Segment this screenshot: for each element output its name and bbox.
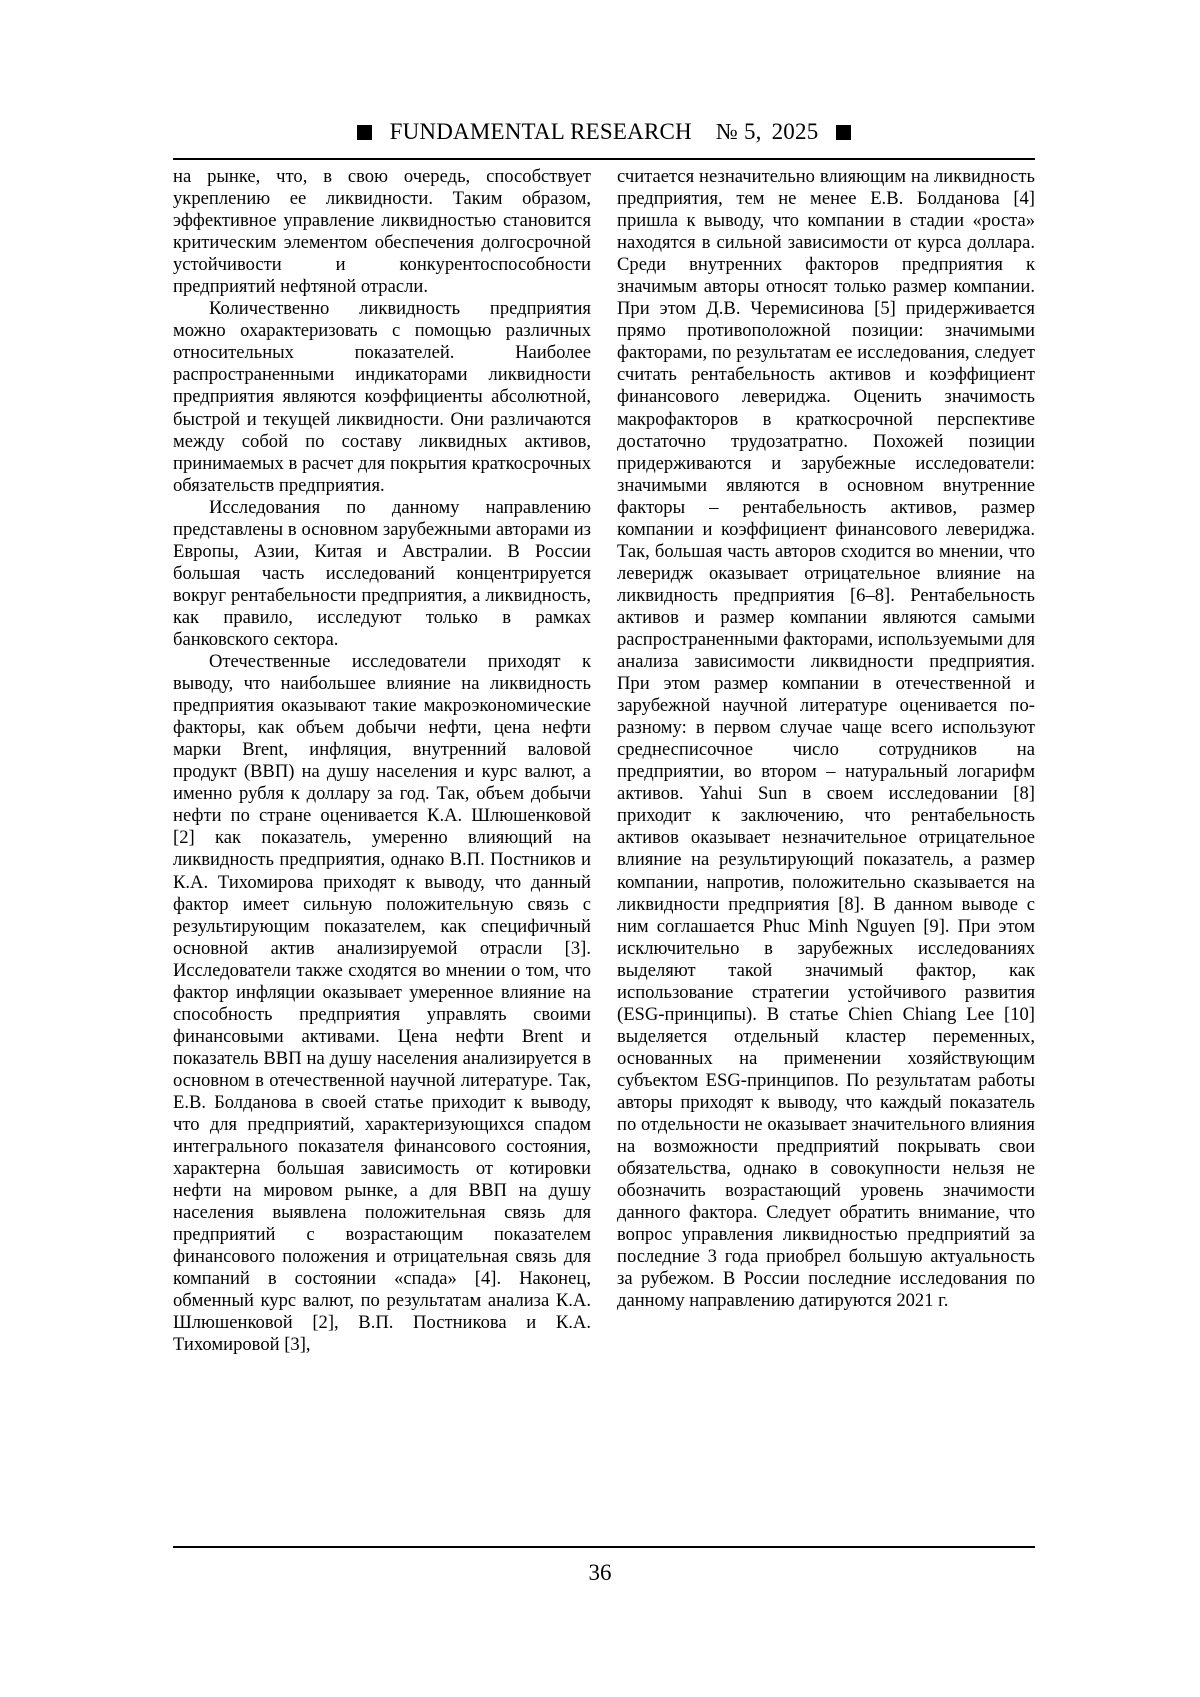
paragraph: считается незначительно влияющим на ликвидность предприятия, тем не менее Е.В. Болданова [4] пришла к выводу, что компании в стадии «роста» находятся в сильной зависимости от курса доллара. Среди внутренних факторов предприятия к значимым авторы относят только размер компании. При этом Д.В. Черемисинова [5] придерживается прямо противоположной позиции: значимыми факторами, по результатам ее исследования, следует считать рентабельность активов и коэффициент финансового левериджа. Оценить значимость макрофакторов в краткосрочной перспективе достаточно трудозатратно. Похожей позиции придерживаются и зарубежные исследователи: значимыми являются в основном внутренние факторы – рентабельность активов, размер компании и коэффициент финансового левериджа. Так, большая часть авторов сходится во мнении, что леверидж оказывает отрицательное влияние на ликвидность предприятия [6–8]. Рентабельность активов и размер компании являются самыми распространенными факторами, используемыми для анализа зависимости ликвидности предприятия. При этом размер компании в отечественной и зарубежной научной литературе оценивается по-разному: в первом случае чаще всего используют среднесписочное число сотрудников на предприятии, во втором – натуральный логарифм активов. Yahui Sun в своем исследовании [8] приходит к заключению, что рентабельность активов оказывает незначительное отрицательное влияние на результирующий показатель, а размер компании, напротив, положительно сказывается на ликвидности предприятия [8]. В данном выводе с ним соглашается Phuc Minh Nguyen [9]. При этом исключительно в зарубежных исследованиях выделяют такой значимый фактор, как использование стратегии устойчивого развития (ESG-принципы). В статье Chien Chiang Lee [10] выделяется отдельный кластер переменных, основанных на применении хозяйствующим субъектом ESG-принципов. По результатам работы авторы приходят к выводу, что каждый показатель по отдельности не оказывает значительного влияния на возможности предприятий покрывать свои обязательства, однако в совокупности нельзя не обозначить возрастающий уровень значимости данного фактора. Следует обратить внимание, что вопрос управления ликвидностью предприятий за последние 3 года приобрел большую актуальность за рубежом. В России последние исследования по данному направлению датируются 2021 г. [617, 166, 1035, 1312]
paragraph: Количественно ликвидность предприятия можно охарактеризовать с помощью различных относительных показателей. Наиболее распространенными индикаторами ликвидности предприятия являются коэффициенты абсолютной, быстрой и текущей ликвидности. Они различаются между собой по составу ликвидных активов, принимаемых в расчет для покрытия краткосрочных обязательств предприятия. [173, 298, 591, 496]
issue-number: № 5, [715, 119, 762, 144]
footer-rule [173, 1546, 1035, 1548]
issue-year: 2025 [771, 119, 819, 144]
running-header [173, 108, 1035, 156]
journal-title: FUNDAMENTAL RESEARCH [389, 119, 692, 144]
square-bullet-icon [357, 125, 372, 140]
right-column [617, 166, 1035, 1536]
header-rule [173, 158, 1035, 160]
paragraph: на рынке, что, в свою очередь, способствует укреплению ее ликвидности. Таким образом, эффективное управление ликвидностью становится критическим элементом обеспечения долгосрочной устойчивости и конкурентоспособности предприятий нефтяной отрасли. [173, 166, 591, 298]
paragraph: Исследования по данному направлению представлены в основном зарубежными авторами из Европы, Азии, Китая и Австралии. В России большая часть исследований концентрируется вокруг рентабельности предприятия, а ликвидность, как правило, исследуют только в рамках банковского сектора. [173, 496, 591, 650]
paragraph: Отечественные исследователи приходят к выводу, что наибольшее влияние на ликвидность предприятия оказывают такие макроэкономические факторы, как объем добычи нефти, цена нефти марки Brent, инфляция, внутренний валовой продукт (ВВП) на душу населения и курс валют, а именно рубля к доллару за год. Так, объем добычи нефти по стране оценивается К.А. Шлюшенковой [2] как показатель, умеренно влияющий на ликвидность предприятия, однако В.П. Постников и К.А. Тихомирова приходят к выводу, что данный фактор имеет сильную положительную связь с результирующим показателем, как специфичный основной актив анализируемой отрасли [3]. Исследователи также сходятся во мнении о том, что фактор инфляции оказывает умеренное влияние на способность предприятия управлять своими финансовыми активами. Цена нефти Brent и показатель ВВП на душу населения анализируется в основном в отечественной научной литературе. Так, Е.В. Болданова в своей статье приходит к выводу, что для предприятий, характеризующихся спадом интегрального показателя финансового состояния, характерна большая зависимость от котировки нефти на мировом рынке, а для ВВП на душу населения выявлена положительная связь для предприятий с возрастающим показателем финансового положения и отрицательная связь для компаний в состоянии «спада» [4]. Наконец, обменный курс валют, по результатам анализа К.А. Шлюшенковой [2], В.П. Постникова и К.А. Тихомировой [3], [173, 651, 591, 1356]
page-number: 36 [588, 1560, 612, 1585]
left-column [173, 166, 591, 1536]
square-bullet-icon [836, 125, 851, 140]
body-columns [173, 166, 1035, 1536]
